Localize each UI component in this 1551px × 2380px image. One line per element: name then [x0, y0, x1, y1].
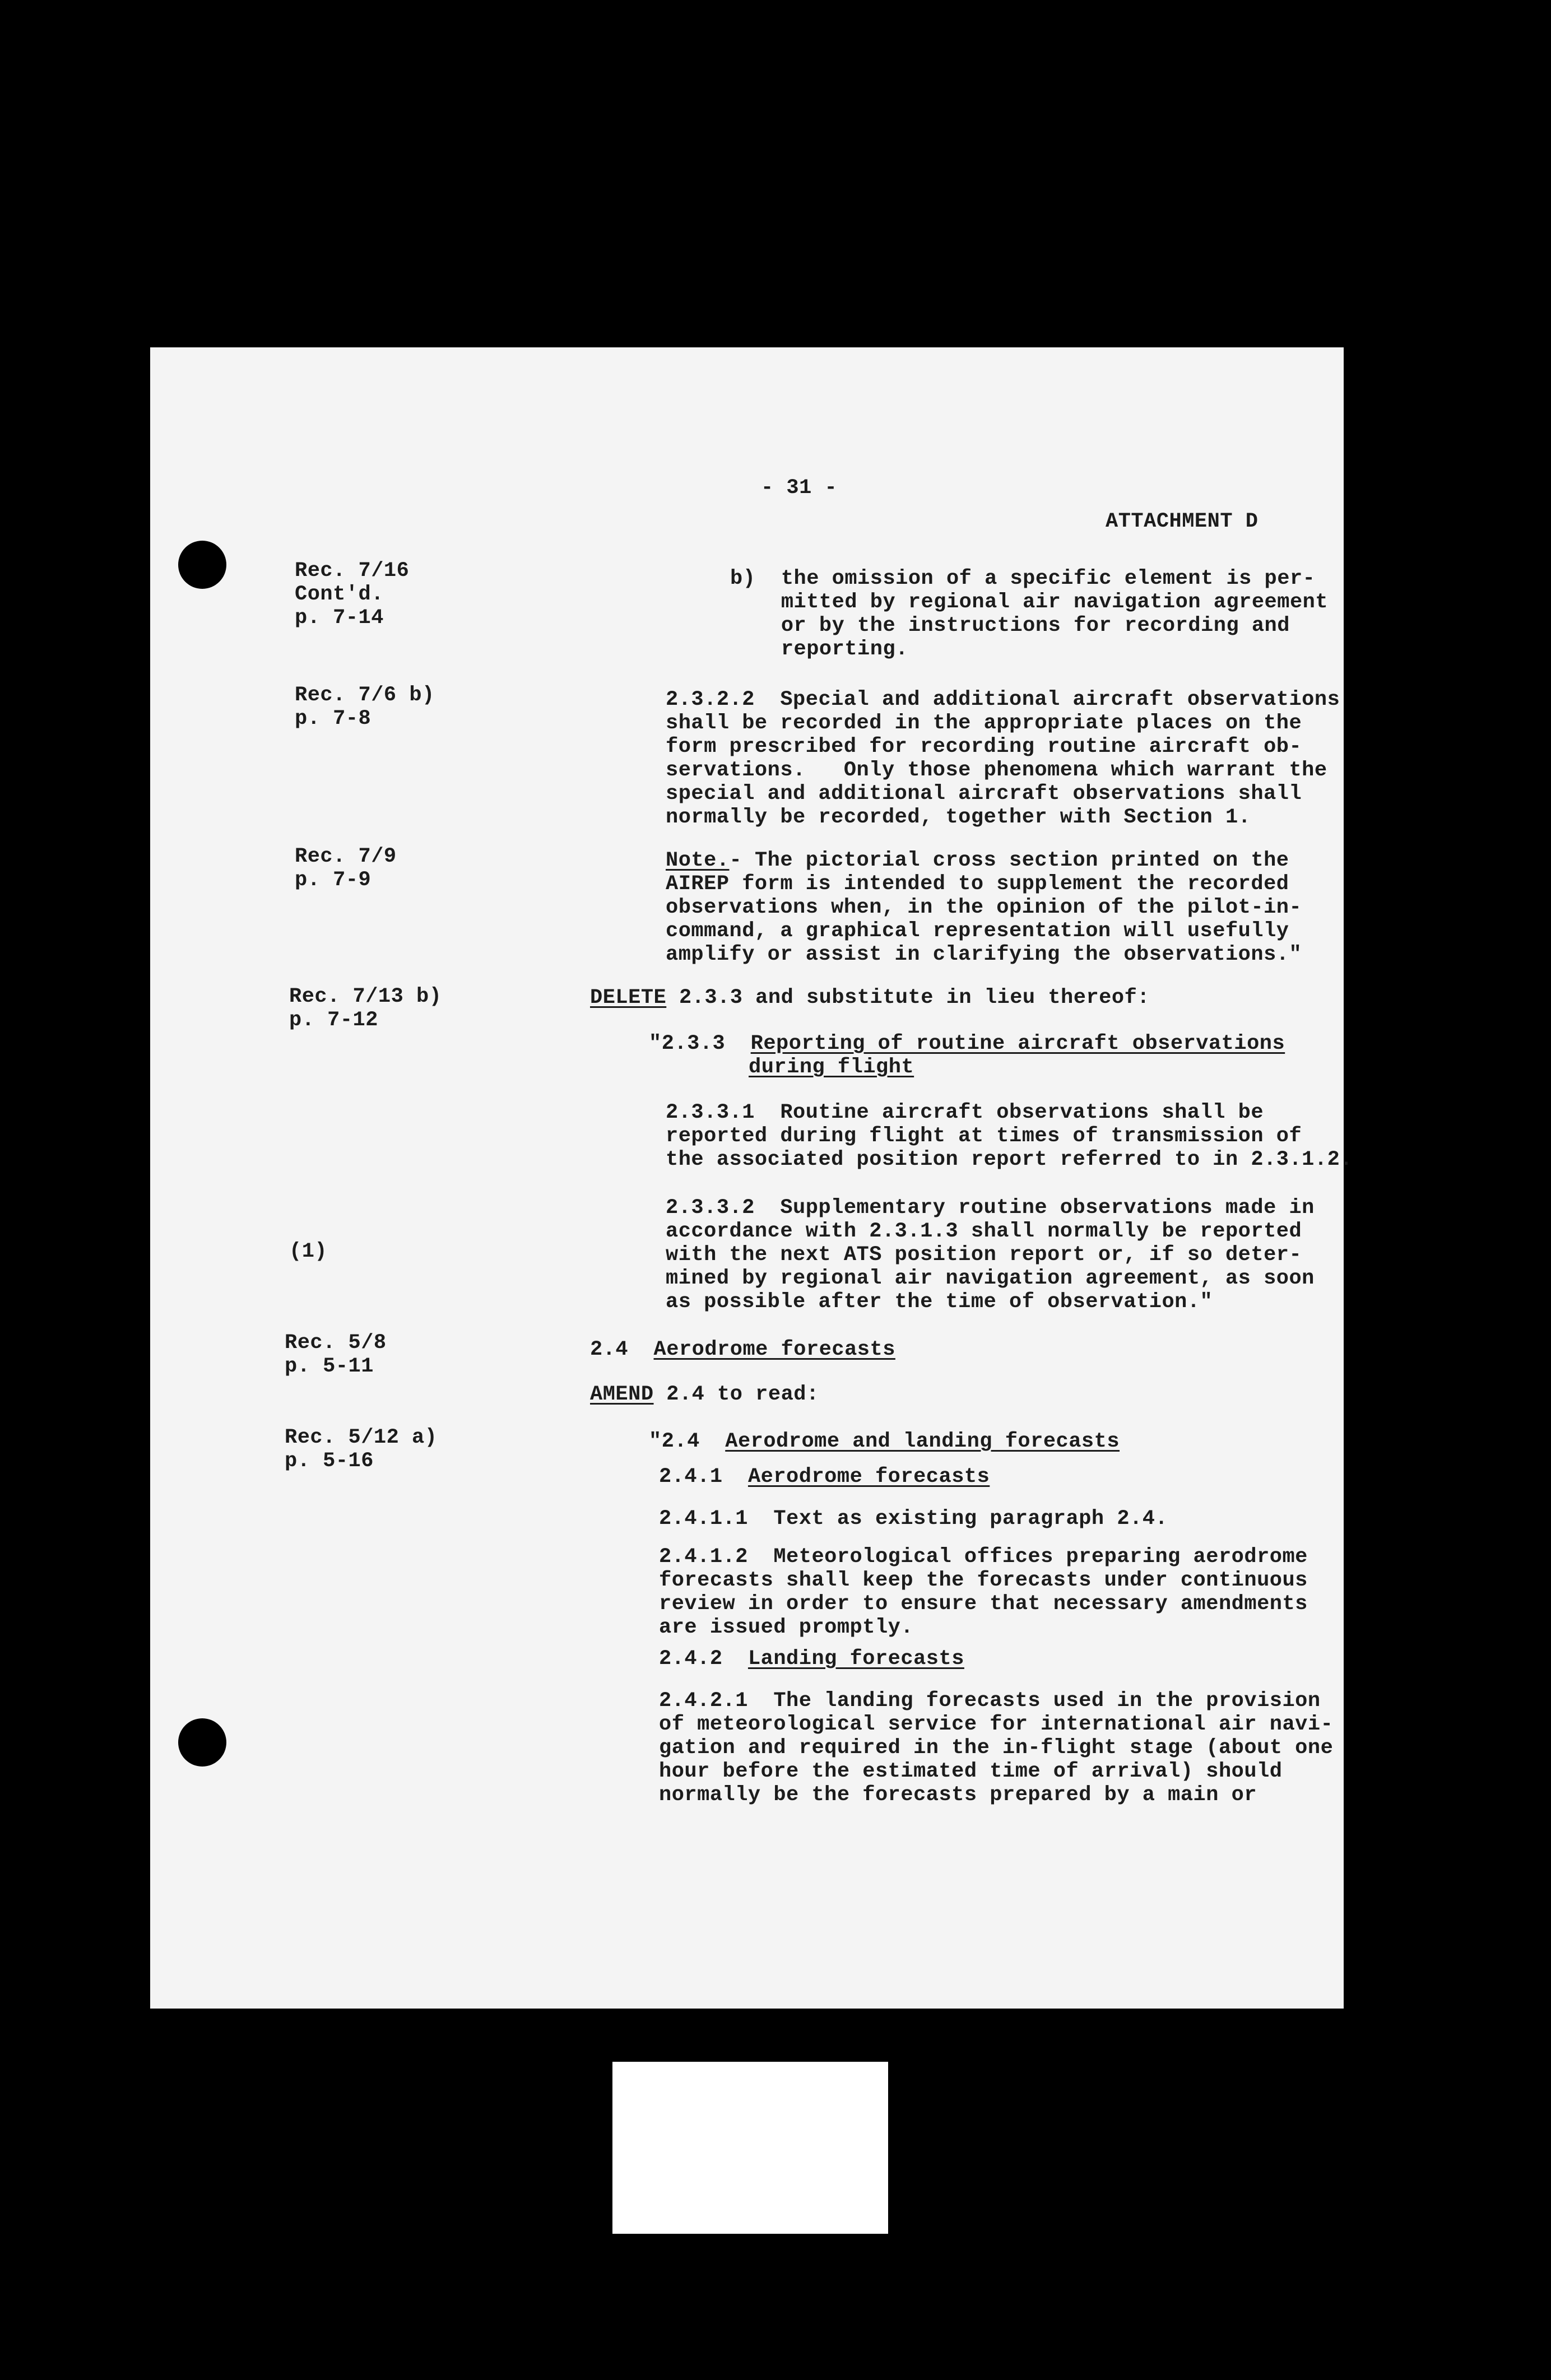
- page-number: - 31 -: [761, 476, 838, 500]
- heading-2-4-2: 2.4.2 Landing forecasts: [659, 1647, 964, 1671]
- delete-instruction: DELETE 2.3.3 and substitute in lieu thereof:: [590, 986, 1150, 1010]
- amend-instruction: AMEND 2.4 to read:: [590, 1383, 819, 1406]
- attachment-label: ATTACHMENT D: [1106, 510, 1259, 533]
- paragraph-2-4-1-1: 2.4.1.1 Text as existing paragraph 2.4.: [659, 1507, 1168, 1531]
- heading-2-4-1: 2.4.1 Aerodrome forecasts: [659, 1465, 990, 1489]
- punch-hole-top: [178, 541, 226, 589]
- heading-2-4: 2.4 Aerodrome forecasts: [590, 1338, 895, 1361]
- heading-2-4-new: "2.4 Aerodrome and landing forecasts: [649, 1430, 1120, 1453]
- punch-hole-bottom: [178, 1718, 226, 1767]
- heading-2-3-3-cont: during flight: [749, 1056, 914, 1079]
- blank-label: [612, 2062, 888, 2234]
- document-page: - 31 - ATTACHMENT D Rec. 7/16 Cont'd. p. 7-14 Rec. 7/6 b) p. 7-8 Rec. 7/9 p. 7-9 Rec. 7/13 b) p. 7-12 (1) Rec. 5/8 p. 5-11 Rec. 5/12 a) p. 5-16 b) the omission of a specific element is per- mitted by regional air navigation agreement or by the instructions for recording and reporting. 2.3.2.2 Special and additional aircraft observations shall be recorded in the appropriate places on the form prescribed for recording routine aircraft ob- servations. Only those phenomena which warrant the special and additional aircraft observations shall normally be recorded, together with Section 1. Note.- The pictorial cross section printed on the AIREP form is intended to supplement the recorded observations when, in the opinion of the pilot-in- command, a graphical representation will usefully amplify or assist in clarifying the observations." DELETE 2.3.3 and substitute in lieu thereof: "2.3.3 Reporting of routine aircraft observations during flight 2.3.3.1 Routine aircraft observations shall be reported during flight at times of transmission of the associated position report referred to in 2.3.1.2. 2.3.3.2 Supplementary routine observations made in accordance with 2.3.1.3 shall normally be reported with the next ATS position report or, if so deter- mined by regional air navigation agreement, as soon as possible after the time of observation." 2.4 Aerodrome forecasts AMEND 2.4 to read: "2.4 Aerodrome and landing forecasts 2.4.1 Aerodrome forecasts 2.4.1.1 Text as existing paragraph 2.4. 2.4.1.2 Meteorological offices preparing aerodrome forecasts shall keep the forecasts under continuous review in order to ensure that necessary amendments are issued promptly. 2.4.2 Landing forecasts 2.4.2.1 The landing forecasts used in the provision of meteorological service for international air navi- gation and required in the in-flight stage (about one hour before the estimated time of arrival) should normally be the forecasts prepared by a main or: [150, 347, 1344, 2009]
- note-label: Note.: [666, 849, 730, 872]
- heading-2-3-3: "2.3.3 Reporting of routine aircraft observations: [649, 1032, 1285, 1056]
